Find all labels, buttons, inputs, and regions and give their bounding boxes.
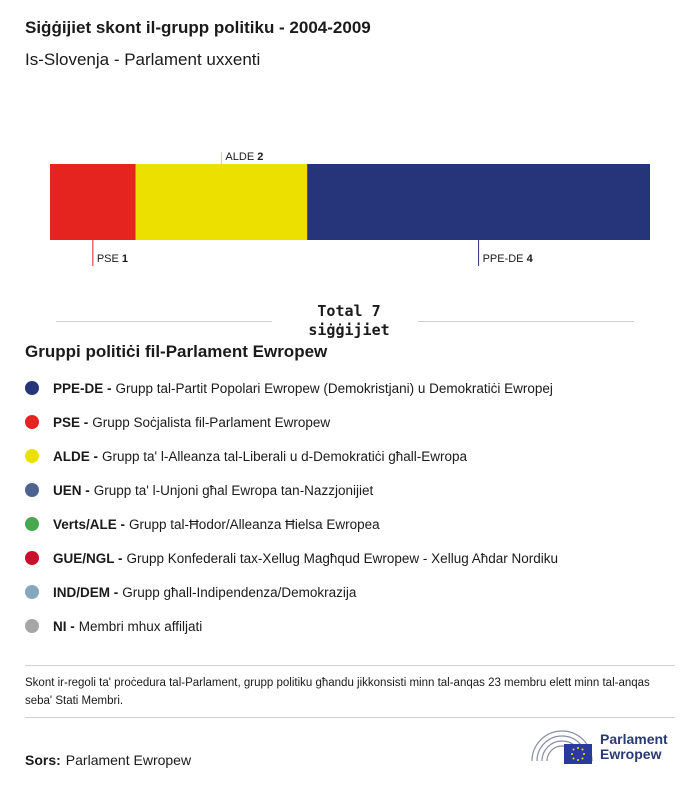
legend-text: Grupp tal-Partit Popolari Ewropew (Demokristjani) u Demokratiċi Ewropej <box>115 380 553 396</box>
legend-item <box>25 541 558 575</box>
legend-swatch <box>25 483 39 497</box>
legend-swatch <box>25 449 39 463</box>
legend-text: Grupp tal-Ħodor/Alleanza Ħielsa Ewropea <box>129 516 380 532</box>
bar-label-value: 1 <box>121 253 129 265</box>
parliament-logo <box>530 728 668 766</box>
bar-label-value: 4 <box>526 253 533 265</box>
legend-list <box>25 371 558 643</box>
legend-swatch <box>25 381 39 395</box>
legend-abbr: ALDE - <box>53 448 98 464</box>
bar-segment-alde <box>136 164 307 240</box>
legend-abbr: NI - <box>53 618 75 634</box>
footnote: Skont ir-regoli ta' proċedura tal-Parlament, grupp politiku għandu jikkonsisti minn tal-anqas 23 membru elett minn tal-anqas seba' Stati Membri. <box>25 677 650 707</box>
legend-item <box>25 473 558 507</box>
legend-abbr: PSE - <box>53 414 89 430</box>
legend-item <box>25 507 558 541</box>
legend-abbr: UEN - <box>53 482 90 498</box>
bar-label-pse <box>97 253 128 265</box>
legend-swatch <box>25 585 39 599</box>
legend-abbr: PPE-DE - <box>53 380 112 396</box>
legend-swatch <box>25 517 39 531</box>
source-label: Sors: <box>25 752 61 768</box>
legend-swatch <box>25 415 39 429</box>
legend-text: Grupp ta' l-Unjoni għal Ewropa tan-Nazzjonijiet <box>93 482 374 498</box>
source-value: Parlament Ewropew <box>65 752 192 768</box>
legend-text: Grupp ta' l-Alleanza tal-Liberali u d-Demokratiċi għall-Ewropa <box>102 448 467 464</box>
bar-segment-ppe-de <box>307 164 650 240</box>
logo-text: Parlament Ewropew <box>600 731 668 762</box>
legend-title: Gruppi politiċi fil-Parlament Ewropew <box>25 342 328 361</box>
source-line <box>25 752 191 768</box>
bar-label-value: 2 <box>257 151 264 163</box>
bar-label-name: PSE <box>96 253 122 265</box>
note-divider-bottom <box>25 717 675 718</box>
legend-swatch <box>25 551 39 565</box>
bar-label-ppe-de <box>483 253 534 265</box>
seat-bar-chart <box>0 140 700 280</box>
total-divider-right <box>418 321 634 322</box>
chart-title: Siġġijiet skont il-grupp politiku - 2004-2009 <box>25 18 371 37</box>
legend-item <box>25 405 558 439</box>
hemicycle-flag-icon <box>530 728 594 766</box>
legend-abbr: IND/DEM - <box>53 584 119 600</box>
legend-text: Membri mhux affiljati <box>78 618 203 634</box>
chart-subtitle: Is-Slovenja - Parlament uxxenti <box>25 50 261 69</box>
bar-label-alde <box>225 151 263 163</box>
bar-label-name: PPE-DE <box>482 253 527 265</box>
legend-item <box>25 439 558 473</box>
legend-swatch <box>25 619 39 633</box>
legend-item <box>25 575 558 609</box>
note-divider-top <box>25 665 675 666</box>
bar-label-name: ALDE <box>225 151 258 163</box>
bar-segment-pse <box>50 164 136 240</box>
total-divider-left <box>56 321 272 322</box>
legend-text: Grupp għall-Indipendenza/Demokrazija <box>122 584 357 600</box>
legend-item <box>25 371 558 405</box>
legend-abbr: Verts/ALE - <box>53 516 126 532</box>
total-seats-label: Total 7 siġġijiet <box>308 302 390 339</box>
legend-text: Grupp Konfederali tax-Xellug Magħqud Ewropew - Xellug Aħdar Nordiku <box>126 550 559 566</box>
legend-abbr: GUE/NGL - <box>53 550 123 566</box>
legend-item <box>25 609 558 643</box>
legend-text: Grupp Soċjalista fil-Parlament Ewropew <box>92 414 331 430</box>
